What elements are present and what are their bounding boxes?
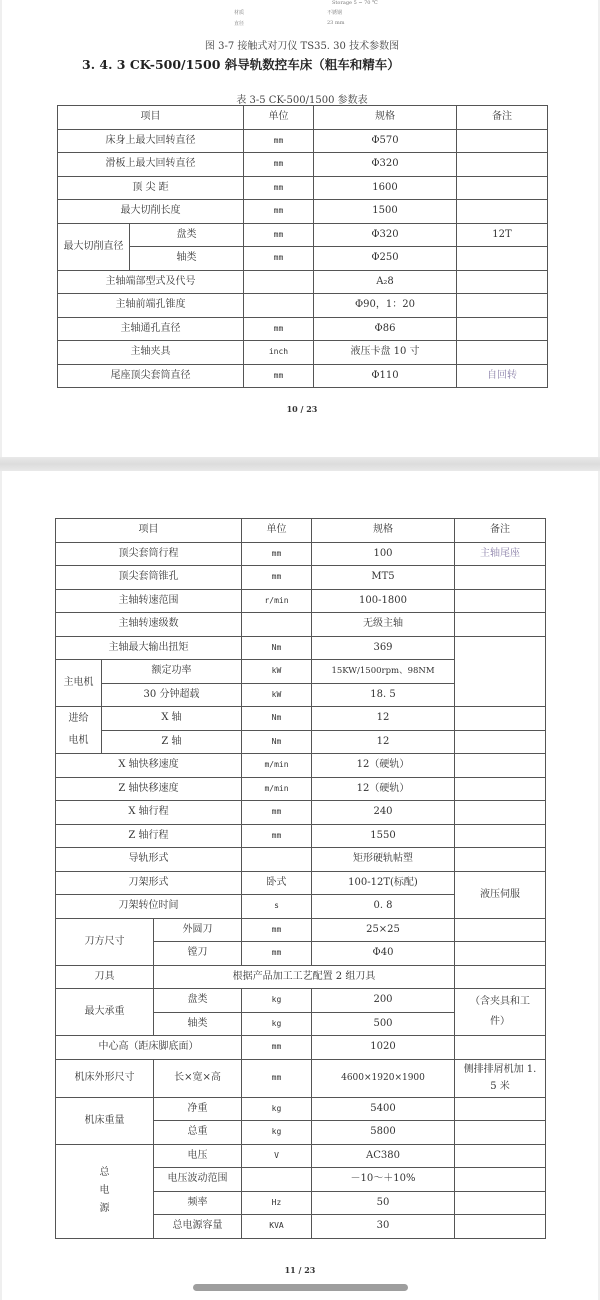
cell-remark: 液压伺服 <box>455 871 546 918</box>
cell-remark <box>455 754 546 778</box>
cell-remark <box>455 636 546 707</box>
cell-remark <box>455 613 546 637</box>
table-row <box>58 223 548 247</box>
cell-item: 电压 <box>154 1144 242 1168</box>
cell-remark: 12T <box>457 223 548 247</box>
cell-remark <box>457 200 548 224</box>
cell-unit: mm <box>242 942 312 966</box>
cell-remark <box>455 730 546 754</box>
cell-spec: 1550 <box>312 824 455 848</box>
cell-spec: 1600 <box>314 176 457 200</box>
cell-unit: Hz <box>242 1191 312 1215</box>
cell-unit: mm <box>242 801 312 825</box>
header-unit: 单位 <box>242 519 312 543</box>
cell-spec: Φ40 <box>312 942 455 966</box>
cell-unit: kW <box>242 660 312 684</box>
cell-spec: Φ86 <box>314 317 457 341</box>
cell-unit: mm <box>244 153 314 177</box>
spec-table-1 <box>57 105 548 388</box>
figure-material-value: 不锈钢 <box>327 10 343 16</box>
cell-item: 主轴夹具 <box>58 341 244 365</box>
cell-remark <box>457 247 548 271</box>
cell-unit: kg <box>242 1121 312 1145</box>
cell-item: 主轴端部型式及代号 <box>58 270 244 294</box>
cell-remark <box>457 153 548 177</box>
figure-diameter-value: 23 mm <box>327 20 345 26</box>
cell-item: 净重 <box>154 1097 242 1121</box>
table-caption: 表 3-5 CK-500/1500 参数表 <box>236 95 368 106</box>
table-row <box>58 153 548 177</box>
cell-item: 床身上最大回转直径 <box>58 129 244 153</box>
cell-unit: kg <box>242 1097 312 1121</box>
cell-item: X 轴 <box>102 707 242 731</box>
cell-remark <box>455 824 546 848</box>
cell-spec: 12 <box>312 730 455 754</box>
cell-remark <box>455 1097 546 1121</box>
cell-item: 主轴通孔直径 <box>58 317 244 341</box>
table-row <box>56 613 546 637</box>
cell-remark <box>455 1191 546 1215</box>
cell-unit: mm <box>242 566 312 590</box>
header-remark: 备注 <box>457 106 548 130</box>
figure-material-label: 材质 <box>234 10 245 16</box>
cell-remark <box>455 1144 546 1168</box>
table-row <box>56 730 546 754</box>
cell-spec: 无级主轴 <box>312 613 455 637</box>
cell-group: 机床外形尺寸 <box>56 1059 154 1097</box>
cell-item: 总电源容量 <box>154 1215 242 1239</box>
cell-spec: 1500 <box>314 200 457 224</box>
cell-item: Z 轴快移速度 <box>56 777 242 801</box>
table-row <box>58 294 548 318</box>
cell-remark: 侧排排屑机加 1. 5 米 <box>455 1059 546 1097</box>
cell-spec: 500 <box>312 1012 455 1036</box>
cell-unit: mm <box>244 247 314 271</box>
header-unit: 单位 <box>244 106 314 130</box>
cell-unit: mm <box>244 223 314 247</box>
cell-remark <box>455 942 546 966</box>
cell-unit: mm <box>244 200 314 224</box>
figure-diameter-label: 直径 <box>234 21 245 27</box>
cell-unit: kW <box>242 683 312 707</box>
table-row <box>56 1097 546 1121</box>
cell-spec: 100-12T(标配) <box>312 871 455 895</box>
table-row <box>56 801 546 825</box>
table-row <box>58 364 548 388</box>
cell-item: 顶尖套筒锥孔 <box>56 566 242 590</box>
table-row <box>56 589 546 613</box>
cell-remark <box>457 176 548 200</box>
cell-remark <box>457 129 548 153</box>
cell-unit <box>242 1168 312 1192</box>
cell-unit <box>244 270 314 294</box>
table-row <box>58 317 548 341</box>
cell-remark <box>457 270 548 294</box>
cell-unit <box>242 848 312 872</box>
table-row <box>58 200 548 224</box>
cell-spec: 1020 <box>312 1036 455 1060</box>
cell-spec: 25×25 <box>312 918 455 942</box>
table-row <box>58 270 548 294</box>
cell-remark <box>457 294 548 318</box>
cell-unit: Nm <box>242 707 312 731</box>
table-row <box>56 636 546 660</box>
cell-spec: 18. 5 <box>312 683 455 707</box>
cell-spec: 240 <box>312 801 455 825</box>
cell-unit <box>244 294 314 318</box>
table-row <box>58 247 548 271</box>
cell-remark <box>455 777 546 801</box>
cell-unit: m/min <box>242 754 312 778</box>
cell-item: Z 轴 <box>102 730 242 754</box>
cell-group: 最大切削直径 <box>58 223 130 270</box>
cell-item: 电压波动范围 <box>154 1168 242 1192</box>
cell-item: 中心高（距床脚底面） <box>56 1036 242 1060</box>
cell-remark: 主轴尾座 <box>455 542 546 566</box>
cell-item: 外圆刀 <box>154 918 242 942</box>
table-row <box>56 777 546 801</box>
cell-remark <box>455 848 546 872</box>
cell-item: 总重 <box>154 1121 242 1145</box>
cell-spec: 369 <box>312 636 455 660</box>
cell-remark <box>455 965 546 989</box>
cell-item: 频率 <box>154 1191 242 1215</box>
cell-item: 盘类 <box>154 989 242 1013</box>
cell-unit: mm <box>242 1059 312 1097</box>
cell-spec: 30 <box>312 1215 455 1239</box>
cell-group-total-power: 总 电 源 <box>56 1144 154 1238</box>
cell-spec: Φ320 <box>314 153 457 177</box>
cell-unit: kg <box>242 989 312 1013</box>
cell-group-main-motor: 主电机 <box>56 660 102 707</box>
table-row <box>56 824 546 848</box>
header-remark: 备注 <box>455 519 546 543</box>
cell-spec: 4600×1920×1900 <box>312 1059 455 1097</box>
cell-item: 顶尖套筒行程 <box>56 542 242 566</box>
cell-unit: s <box>242 895 312 919</box>
cell-item: 滑板上最大回转直径 <box>58 153 244 177</box>
cell-spec: Φ320 <box>314 223 457 247</box>
cell-spec: 100-1800 <box>312 589 455 613</box>
table-row <box>56 918 546 942</box>
cell-unit: kg <box>242 1012 312 1036</box>
section-heading: 3. 4. 3 CK-500/1500 斜导轨数控车床（粗车和精车） <box>82 57 400 72</box>
table-row <box>56 1036 546 1060</box>
cell-unit: V <box>242 1144 312 1168</box>
cell-item: 最大切削长度 <box>58 200 244 224</box>
cell-remark <box>455 1168 546 1192</box>
cell-remark <box>457 317 548 341</box>
cell-unit: mm <box>244 129 314 153</box>
table-row <box>56 542 546 566</box>
cell-spec: －10～＋10% <box>312 1168 455 1192</box>
header-item: 项目 <box>56 519 242 543</box>
table-row <box>56 1144 546 1168</box>
cell-item: 盘类 <box>130 223 244 247</box>
table-header-row <box>56 519 546 543</box>
page-separator <box>0 457 600 471</box>
cell-spec: 0. 8 <box>312 895 455 919</box>
table-row <box>56 1059 546 1097</box>
spec-table-2 <box>55 518 546 1239</box>
cell-remark <box>455 707 546 731</box>
cell-unit: Nm <box>242 636 312 660</box>
cell-spec: 12（硬轨） <box>312 777 455 801</box>
cell-spec: 200 <box>312 989 455 1013</box>
table-row <box>58 176 548 200</box>
cell-spec: 12 <box>312 707 455 731</box>
cell-spec: 根据产品加工工艺配置 2 组刀具 <box>154 965 455 989</box>
table-row <box>56 754 546 778</box>
cell-unit: 卧式 <box>242 871 312 895</box>
page-number: 10 / 23 <box>286 404 318 414</box>
table-row <box>56 989 546 1013</box>
cell-spec: Φ110 <box>314 364 457 388</box>
table-row <box>58 129 548 153</box>
cell-spec: 12（硬轨） <box>312 754 455 778</box>
cell-unit: inch <box>244 341 314 365</box>
cell-group: 最大承重 <box>56 989 154 1036</box>
cell-spec: 5400 <box>312 1097 455 1121</box>
table-row <box>56 871 546 895</box>
cell-group: 刀方尺寸 <box>56 918 154 965</box>
cell-remark <box>455 801 546 825</box>
cell-unit: mm <box>244 317 314 341</box>
cell-unit: r/min <box>242 589 312 613</box>
table-row <box>56 707 546 731</box>
cell-unit: m/min <box>242 777 312 801</box>
cell-item: Z 轴行程 <box>56 824 242 848</box>
table-row <box>58 341 548 365</box>
cell-item: X 轴行程 <box>56 801 242 825</box>
cell-spec: 50 <box>312 1191 455 1215</box>
cell-remark <box>455 1121 546 1145</box>
cell-spec: Φ570 <box>314 129 457 153</box>
cell-unit: mm <box>242 918 312 942</box>
cell-unit: KVA <box>242 1215 312 1239</box>
header-spec: 规格 <box>312 519 455 543</box>
cell-item: 轴类 <box>154 1012 242 1036</box>
table-row <box>56 965 546 989</box>
cell-spec: AC380 <box>312 1144 455 1168</box>
cell-unit: mm <box>242 542 312 566</box>
header-item: 项目 <box>58 106 244 130</box>
cell-item: 30 分钟超载 <box>102 683 242 707</box>
cell-item: 刀具 <box>56 965 154 989</box>
cell-item: 额定功率 <box>102 660 242 684</box>
cell-item: 刀架转位时间 <box>56 895 242 919</box>
cell-remark <box>455 589 546 613</box>
cell-item: 轴类 <box>130 247 244 271</box>
cell-item: X 轴快移速度 <box>56 754 242 778</box>
cell-unit: mm <box>244 176 314 200</box>
table-row <box>56 566 546 590</box>
figure-caption: 图 3-7 接触式对刀仪 TS35. 30 技术参数图 <box>204 41 400 52</box>
cell-remark: 自回转 <box>457 364 548 388</box>
cell-item: 主轴前端孔锥度 <box>58 294 244 318</box>
cell-unit <box>242 613 312 637</box>
cell-item: 主轴最大输出扭矩 <box>56 636 242 660</box>
cell-unit: Nm <box>242 730 312 754</box>
cell-spec: 15KW/1500rpm、98NM <box>312 660 455 684</box>
page-number: 11 / 23 <box>284 1265 316 1275</box>
cell-remark: （含夹具和工件） <box>455 989 546 1036</box>
cell-item: 镗刀 <box>154 942 242 966</box>
cell-item: 主轴转速范围 <box>56 589 242 613</box>
cell-item: 顶 尖 距 <box>58 176 244 200</box>
cell-group-feed-motor: 进给 电机 <box>56 707 102 754</box>
cell-item: 主轴转速级数 <box>56 613 242 637</box>
cell-spec: MT5 <box>312 566 455 590</box>
cell-spec: 液压卡盘 10 寸 <box>314 341 457 365</box>
cell-remark <box>457 341 548 365</box>
home-indicator-bar[interactable] <box>193 1284 408 1291</box>
cell-spec: 矩形硬轨帖塑 <box>312 848 455 872</box>
header-spec: 规格 <box>314 106 457 130</box>
cell-spec: Φ250 <box>314 247 457 271</box>
cell-remark <box>455 1036 546 1060</box>
cell-item: 尾座顶尖套筒直径 <box>58 364 244 388</box>
table-row <box>56 848 546 872</box>
cell-item: 长×宽×高 <box>154 1059 242 1097</box>
cell-group: 机床重量 <box>56 1097 154 1144</box>
cell-spec: Φ90，1：20 <box>314 294 457 318</box>
figure-storage-text: Storage 5 ~ 70 ℃ <box>332 0 378 6</box>
cell-unit: mm <box>242 1036 312 1060</box>
table-header-row <box>58 106 548 130</box>
cell-spec: 5800 <box>312 1121 455 1145</box>
cell-unit: mm <box>242 824 312 848</box>
cell-spec: 100 <box>312 542 455 566</box>
cell-remark <box>455 918 546 942</box>
cell-item: 刀架形式 <box>56 871 242 895</box>
cell-unit: mm <box>244 364 314 388</box>
cell-spec: A₂8 <box>314 270 457 294</box>
cell-remark <box>455 1215 546 1239</box>
cell-remark <box>455 566 546 590</box>
document-page-10 <box>0 0 600 457</box>
cell-item: 导轨形式 <box>56 848 242 872</box>
